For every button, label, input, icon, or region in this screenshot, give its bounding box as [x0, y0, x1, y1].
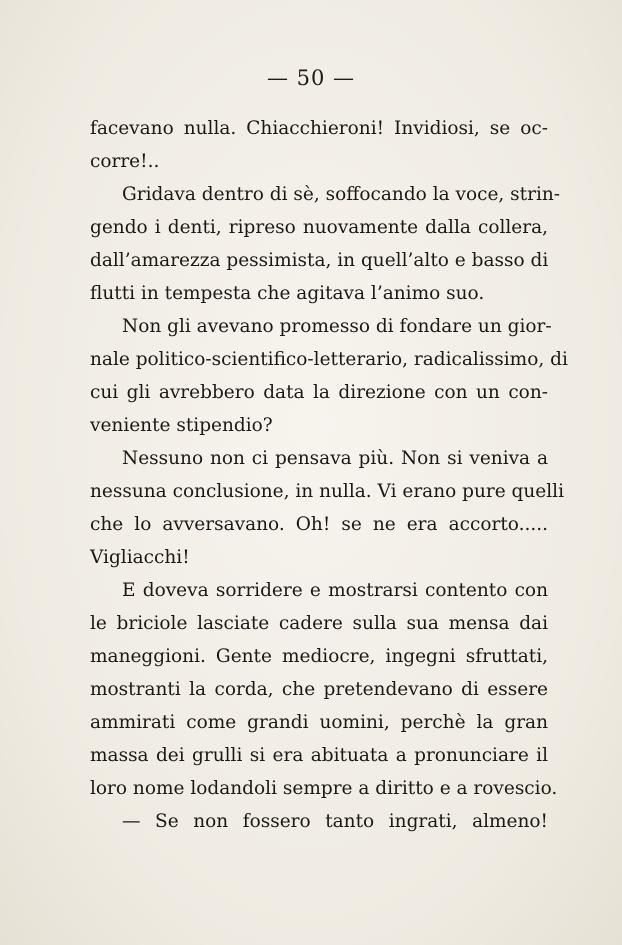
text-line-4: gendo i denti, ripreso nuovamente dalla collera, [90, 217, 548, 238]
text-line-16: le briciole lasciate cadere sulla sua mensa dai [90, 613, 548, 634]
text-line-20: massa dei grulli si era abituata a pronunciare il [90, 745, 548, 766]
text-line-18: mostranti la corda, che pretendevano di essere [90, 679, 548, 700]
text-line-11: Nessuno non ci pensava più. Non si veniva a [122, 448, 548, 469]
text-line-2: corre!.. [90, 151, 160, 172]
text-line-19: ammirati come grandi uomini, perchè la gran [90, 712, 548, 733]
text-line-10: veniente stipendio? [90, 415, 273, 436]
text-line-21: loro nome lodandoli sempre a diritto e a rovescio. [90, 778, 558, 799]
body-text [90, 112, 568, 838]
text-line-7: Non gli avevano promesso di fondare un gior- [122, 316, 552, 337]
text-line-14: Vigliacchi! [90, 547, 190, 568]
text-line-8: nale politico-scientifico-letterario, radicalissimo, di [90, 349, 568, 370]
text-line-6: flutti in tempesta che agitava l’animo suo. [90, 283, 485, 304]
text-line-15: E doveva sorridere e mostrarsi contento con [122, 580, 548, 601]
text-line-12: nessuna conclusione, in nulla. Vi erano pure quelli [90, 481, 565, 502]
text-line-1: facevano nulla. Chiacchieroni! Invidiosi, se oc- [90, 118, 548, 139]
text-line-5: dall’amarezza pessimista, in quell’alto e basso di [90, 250, 549, 271]
text-line-17: maneggioni. Gente mediocre, ingegni sfruttati, [90, 646, 548, 667]
page-number: — 50 — [266, 66, 356, 90]
text-line-3: Gridava dentro di sè, soffocando la voce, strin- [122, 184, 561, 205]
text-line-9: cui gli avrebbero data la direzione con un con- [90, 382, 548, 403]
text-line-13: che lo avversavano. Oh! se ne era accorto..... [90, 514, 548, 535]
text-line-22: — Se non fossero tanto ingrati, almeno! [122, 811, 548, 832]
